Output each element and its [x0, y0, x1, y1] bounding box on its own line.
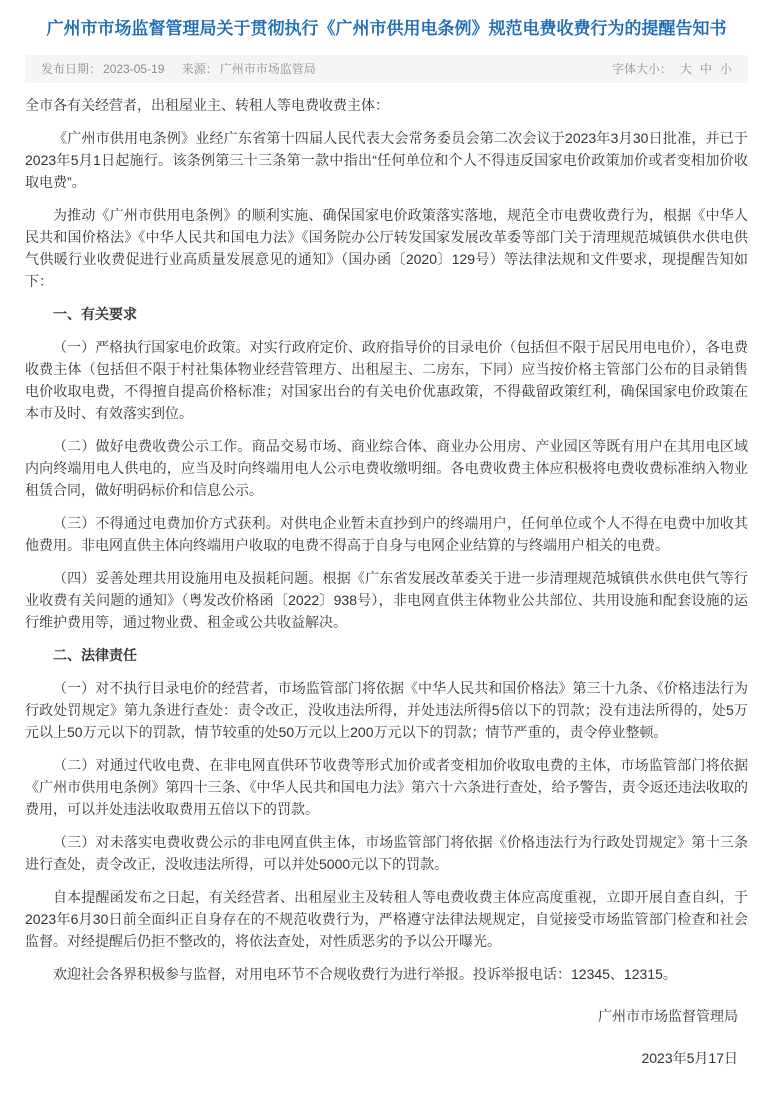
signature-date: 2023年5月17日	[641, 1049, 738, 1066]
intro-paragraph-1: 《广州市供用电条例》业经广东省第十四届人民代表大会常务委员会第二次会议于2023年3月30日批准，并已于2023年5月1日起施行。该条例第三十三条第一款中指出“任何单位和个人不得违反国家电价政策加价或者变相加价收取电费”。	[25, 129, 748, 190]
salutation: 全市各有关经营者，出租屋业主、转租人等电费收费主体：	[25, 96, 389, 113]
requirements-item-4: （四）妥善处理共用设施用电及损耗问题。根据《广东省发展改革委关于进一步清理规范城镇供水供电供气等行业收费有关问题的通知》（粤发改价格函〔2022〕938号），非电网直供主体物业公共部位、共用设施和配套设施的运行维护费用等，通过物业费、租金或公共收益解决。	[25, 569, 748, 630]
intro-paragraph-2: 为推动《广州市供用电条例》的顺利实施、确保国家电价政策落实落地，规范全市电费收费行为，根据《中华人民共和国价格法》《中华人民共和国电力法》《国务院办公厅转发国家发展改革委等部门关于清理规范城镇供水供电供气供暖行业收费促进行业高质量发展意见的通知》（国办函〔2020〕129号）等法律法规和文件要求，现提醒告知如下：	[25, 206, 748, 289]
liability-item-3: （三）对未落实电费收费公示的非电网直供主体，市场监管部门将依据《价格违法行为行政处罚规定》第十三条进行查处，责令改正，没收违法所得，可以并处5000元以下的罚款。	[25, 833, 748, 872]
font-size-small-button[interactable]: 小	[719, 62, 732, 76]
source-value: 广州市市场监管局	[219, 62, 316, 76]
publish-date-value: 2023-05-19	[103, 62, 165, 76]
signature-issuer: 广州市市场监督管理局	[598, 1007, 738, 1024]
section-heading-requirements: 一、有关要求	[53, 305, 137, 322]
closing-paragraph-2: 欢迎社会各界积极参与监督，对用电环节不合规收费行为进行举报。投诉举报电话：12345、12315。	[53, 965, 677, 982]
requirements-item-1: （一）严格执行国家电价政策。对实行政府定价、政府指导价的目录电价（包括但不限于居民用电电价），各电费收费主体（包括但不限于村社集体物业经营管理方、出租屋主、二房东，下同）应当按价格主管部门公布的目录销售电价收取电费，不得擅自提高价格标准；对国家出台的有关电价优惠政策，不得截留政策红利，确保国家电价政策在本市及时、有效落实到位。	[25, 338, 748, 421]
page-title: 广州市市场监督管理局关于贯彻执行《广州市供用电条例》规范电费收费行为的提醒告知书	[46, 19, 727, 38]
liability-item-2: （二）对通过代收电费、在非电网直供环节收费等形式加价或者变相加价收取电费的主体，市场监管部门将依据《广州市供用电条例》第四十三条、《中华人民共和国电力法》第六十六条进行查处，给予警告，责令返还违法收取的费用，可以并处违法收取费用五倍以下的罚款。	[25, 756, 748, 817]
font-size-large-button[interactable]: 大	[679, 62, 692, 76]
meta-bar	[25, 55, 748, 83]
section-heading-legal-liability: 二、法律责任	[53, 646, 137, 663]
article-body	[25, 94, 748, 1069]
source-label: 来源：	[181, 62, 218, 76]
font-size-control	[612, 60, 732, 77]
font-size-medium-button[interactable]: 中	[699, 62, 712, 76]
requirements-item-3: （三）不得通过电费加价方式获利。对供电企业暂未直抄到户的终端用户，任何单位或个人不得在电费中加收其他费用。非电网直供主体向终端用户收取的电费不得高于自身与电网企业结算的与终端用户相关的电费。	[25, 514, 748, 553]
meta-left	[41, 60, 330, 77]
requirements-item-2: （二）做好电费收费公示工作。商品交易市场、商业综合体、商业办公用房、产业园区等既有用户在其用电区域内向终端用电人供电的，应当及时向终端用电人公示电费收缴明细。各电费收费主体应积极将电费收费标准纳入物业租赁合同，做好明码标价和信息公示。	[25, 437, 748, 498]
liability-item-1: （一）对不执行目录电价的经营者，市场监管部门将依据《中华人民共和国价格法》第三十九条、《价格违法行为行政处罚规定》第九条进行查处：责令改正，没收违法所得，并处违法所得5倍以下的罚款；没有违法所得的，处5万元以上50万元以下的罚款，情节较重的处50万元以上200万元以下的罚款；情节严重的，责令停业整顿。	[25, 679, 748, 740]
closing-paragraph-1: 自本提醒函发布之日起，有关经营者、出租屋业主及转租人等电费收费主体应高度重视，立即开展自查自纠，于2023年6月30日前全面纠正自身存在的不规范收费行为，严格遵守法律法规规定，自觉接受市场监管部门检查和社会监督。对经提醒后仍拒不整改的，将依法查处，对性质恶劣的予以公开曝光。	[25, 888, 748, 949]
publish-date-label: 发布日期：	[41, 62, 102, 76]
font-size-label: 字体大小：	[611, 62, 672, 76]
